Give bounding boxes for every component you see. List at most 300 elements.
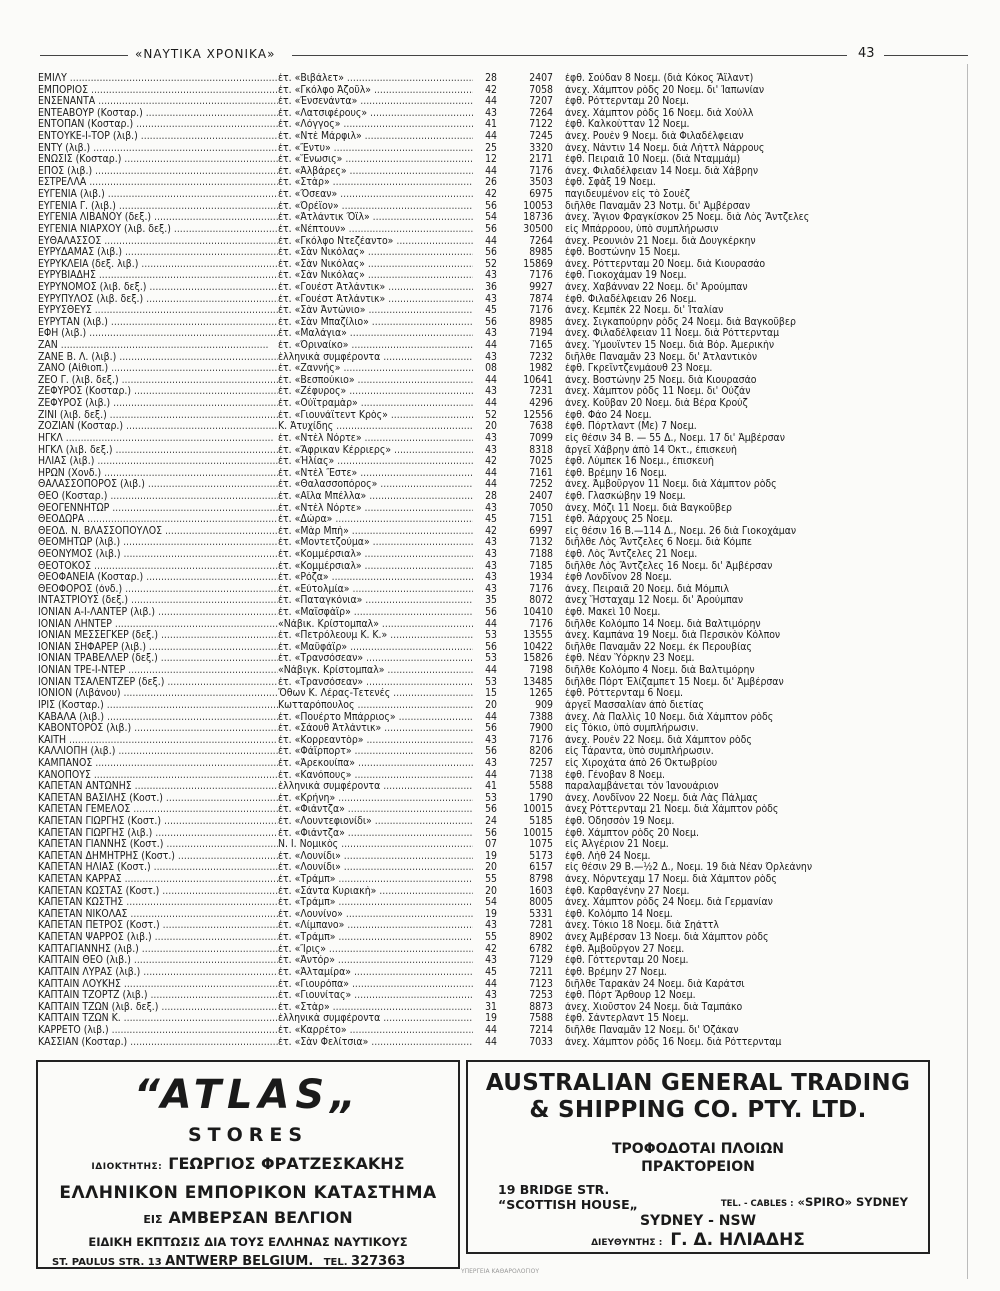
- movement-note: ἀνεχ. Φιλαδέλφειαν 14 Νοεμ. διὰ Χάβρην: [565, 165, 759, 177]
- owner-agent: ἐτ. «Φάϊρπορτ» .....: [278, 746, 473, 758]
- movement-note: ἀνεχ. Χάμπτον ρὸδς 24 Νοεμ. διὰ Γερμανίαν: [565, 897, 773, 909]
- build-year: 44: [485, 374, 497, 386]
- agt-contact: [721, 1195, 908, 1209]
- tonnage: 7281: [529, 920, 553, 932]
- movement-note: ἐφθ. Σούδαν 8 Νοεμ. (διὰ Κόκος Ἄϊλαντ): [565, 73, 754, 84]
- build-year: 53: [485, 653, 497, 665]
- movement-note: ἀνεχ Ἀμβέρσαν 13 Νοεμ. διὰ Χάμπτον ρὸδς: [565, 932, 769, 944]
- page-number: 43: [858, 46, 875, 61]
- movement-note: ἀνεχ. Ρεουνιὸν 21 Νοεμ. διὰ Δουγκέρκην: [565, 235, 756, 247]
- movement-note: διῆλθε Ταρακὰν 24 Νοεμ. διὰ Καράτσι: [565, 978, 745, 990]
- ship-name: ΚΑΝΟΠΟΥΣ .....: [38, 770, 278, 782]
- table-row: [38, 1013, 968, 1025]
- tonnage: 7176: [529, 270, 553, 282]
- tonnage: 1934: [529, 572, 553, 584]
- movement-note: ἀνεχ. Νάντιν 14 Νοεμ. διὰ Λὴττλ Νάρρους: [565, 142, 765, 154]
- table-row: [38, 410, 968, 422]
- owner-agent: ἐτ. «Ἔντυ» .....: [278, 143, 473, 155]
- owner-agent: ἐτ. «Ἀλβάρες» .....: [278, 166, 473, 178]
- movement-note: ἀνεχ. Ἀμβοῦργον 11 Νοεμ. διὰ Χάμπτον ρὸδς: [565, 479, 777, 491]
- owner-agent: ἐτ. «Βιβάλετ» .....: [278, 73, 473, 85]
- ship-name: ΕΝΤΟΠΑΝ (Κοσταρ.) .....: [38, 119, 278, 131]
- table-row: [38, 479, 968, 491]
- movement-note: διῆλθε Πόρτ Ἐλίζαμπετ 15 Νοεμ. δι' Ἀμβέρσαν: [565, 676, 784, 688]
- ship-name: ΚΑΠΕΤΑΝ ΗΛΙΑΣ (Κοστ.) .....: [38, 862, 278, 874]
- build-year: 44: [485, 96, 497, 108]
- movement-note: ἐφθ. Πόρτλαντ (Με) 7 Νοεμ.: [565, 421, 697, 433]
- table-row: [38, 514, 968, 526]
- movement-note: ἀνεχ. Λὰ Παλλὶς 10 Νοεμ. διὰ Χάμπτον ρὸδς: [565, 711, 774, 723]
- ship-name: ΘΕΟΝΥΜΟΣ (λιβ.) .....: [38, 549, 278, 561]
- tonnage: 3320: [529, 142, 553, 154]
- ship-name: ΗΓΚΛ .....: [38, 433, 278, 445]
- build-year: 43: [485, 990, 497, 1002]
- tonnage: 10015: [523, 827, 553, 839]
- table-row: [38, 955, 968, 967]
- agt-tel-label: TEL. - CABLES :: [720, 1199, 794, 1209]
- owner-agent: ἐτ. «Γκόλφο Ἀζοῦλ» .....: [278, 85, 473, 97]
- owner-agent: ἐτ. «Λουνίδι» .....: [278, 862, 473, 874]
- ship-name: ΚΑΠΕΤΑΝ ΚΩΣΤΑΣ (Κοστ.) .....: [38, 886, 278, 898]
- build-year: 56: [485, 200, 497, 212]
- build-year: 43: [485, 328, 497, 340]
- owner-agent: ἐτ. «Λουνίνο» .....: [278, 909, 473, 921]
- tonnage: 8005: [529, 897, 553, 909]
- movement-note: ἐφθ. Γλασκώβην 19 Νοεμ.: [565, 490, 686, 502]
- build-year: 56: [485, 247, 497, 259]
- agt-title-line2: & SHIPPING CO. PTY. LTD.: [529, 1097, 867, 1123]
- tonnage: 7165: [529, 340, 553, 352]
- owner-agent: ἐτ. «Σὰν Ἀντώνιο» .....: [278, 305, 473, 317]
- owner-agent: ἐτ. «Γουέστ Ἀτλάντικ» .....: [278, 282, 473, 294]
- movement-note: διῆλθε Λὸς Ἄντζελες 6 Νοεμ. διὰ Κόμπε: [565, 537, 752, 549]
- owner-agent: ἐτ. «Τράμπ» .....: [278, 874, 473, 886]
- agt-address: [498, 1182, 638, 1212]
- owner-agent: ἐτ. «Λίμπανο» .....: [278, 920, 473, 932]
- build-year: 44: [485, 1036, 497, 1048]
- table-row: [38, 665, 968, 677]
- table-row: [38, 85, 968, 97]
- owner-agent: ἐτ. «Ἀτλάντικ Ὄϊλ» .....: [278, 212, 473, 224]
- movement-note: ἐφθ. Πόρτ Ἄρθουρ 12 Νοεμ.: [565, 990, 696, 1002]
- build-year: 08: [485, 363, 497, 375]
- tonnage: 7638: [529, 421, 553, 433]
- movement-note: παγιδευμένον εἰς τὸ Σουὲζ: [565, 189, 690, 201]
- owner-agent: ἐτ. «Ἠλίας» .....: [278, 456, 473, 468]
- build-year: 44: [485, 665, 497, 677]
- tonnage: 8985: [529, 247, 553, 259]
- tonnage: 8072: [529, 595, 553, 607]
- movement-note: ἐφθ. Λὸς Ἄντζελες 21 Νοεμ.: [565, 548, 698, 560]
- tonnage: 6157: [529, 862, 553, 874]
- movement-note: ἐφθ. Καλκοὺτταν 12 Νοεμ.: [565, 119, 690, 131]
- build-year: 44: [485, 131, 497, 143]
- tonnage: 7151: [529, 514, 553, 526]
- owner-agent: ἐτ. «Νέπτουν» .....: [278, 224, 473, 236]
- ship-name: ΚΑΠΕΤΑΝ ΒΑΣΙΛΗΣ (Κοστ.) .....: [38, 793, 278, 805]
- movement-note: ἀνεχ. Χαβάνναν 22 Νοεμ. δι' Ἀρούμπαν: [565, 281, 748, 293]
- build-year: 15: [485, 688, 497, 700]
- owner-agent: ἐτ. «Κομμέρσιαλ» .....: [278, 561, 473, 573]
- movement-note: ἀνεχ. Χιοῦστον 24 Νοεμ. διὰ Ταμπάκο: [565, 1001, 743, 1013]
- agt-director-line: [468, 1230, 928, 1250]
- owner-agent: ἐτ. «Αἴλα Μπέλλα» .....: [278, 491, 473, 503]
- owner-agent: ἐτ. «Μαϋφάϊρ» .....: [278, 642, 473, 654]
- owner-agent: ἐτ. «Λατσιφέρους» .....: [278, 108, 473, 120]
- tonnage: 10641: [523, 374, 553, 386]
- table-row: [38, 642, 968, 654]
- australian-general-trading-ad: [466, 1060, 930, 1254]
- movement-note: ἀνεχ. Λονδῖνον 22 Νοεμ. διὰ Λὰς Πάλμας: [565, 792, 758, 804]
- ship-name: ΕΝΩΣΙΣ (Κοσταρ.) .....: [38, 154, 278, 166]
- ship-name: ΙΡΙΣ (Κοσταρ.) .....: [38, 700, 278, 712]
- tonnage: 5331: [529, 908, 553, 920]
- table-row: [38, 944, 968, 956]
- movement-note: ἐφθ. Λὴθ 24 Νοεμ.: [565, 850, 651, 862]
- ship-name: ΙΟΝΙΑΝ ΣΗΦΑΡΕΡ (λιβ.) .....: [38, 642, 278, 654]
- owner-agent: ἐτ. «Τράμπ» .....: [278, 897, 473, 909]
- movement-note: εἰς Μπάρροου, ὑπὸ συμπλήρωσιν: [565, 223, 719, 235]
- build-year: 56: [485, 746, 497, 758]
- owner-agent: Ὄθων Κ. Λέρας-Τετενές .....: [278, 688, 473, 700]
- tonnage: 8206: [529, 746, 553, 758]
- ship-name: ΕΥΡΥΚΛΕΙΑ (δεξ. λιβ.) .....: [38, 259, 278, 271]
- owner-agent: ἑλληνικὰ συμφέροντα .....: [278, 781, 473, 793]
- tonnage: 30500: [523, 223, 553, 235]
- owner-agent: ἐτ. «Πουέρτο Μπάρριος» .....: [278, 712, 473, 724]
- atlas-location-line: [38, 1208, 458, 1227]
- table-row: [38, 270, 968, 282]
- owner-agent: ἐτ. «Καρρέτο» .....: [278, 1025, 473, 1037]
- table-row: [38, 979, 968, 991]
- movement-note: ἐφθ. Χάμπτον ρὸδς 20 Νοεμ.: [565, 827, 699, 839]
- table-row: [38, 491, 968, 503]
- atlas-tel: 327363: [351, 1254, 406, 1269]
- movement-note: ἀνεχ. Ρουὲν 22 Νοεμ. διὰ Χάμπτον ρὸδς: [565, 734, 752, 746]
- tonnage: 7264: [529, 235, 553, 247]
- owner-agent: ἐτ. «Μαϊσφὰϊρ» .....: [278, 607, 473, 619]
- ship-name: ΘΕΟ (Κοσταρ.) .....: [38, 491, 278, 503]
- table-row: [38, 166, 968, 178]
- movement-note: ἐφθ. Ρόττερνταμ 20 Νοεμ.: [565, 96, 689, 108]
- ship-name: ΕΠΟΣ (λιβ.) .....: [38, 166, 278, 178]
- ship-name: ΚΑΒΑΛΑ (λιβ.) .....: [38, 712, 278, 724]
- tonnage: 3503: [529, 177, 553, 189]
- atlas-owner-name: ΓΕΩΡΓΙΟΣ ΦΡΑΤΖΕΣΚΑΚΗΣ: [168, 1154, 405, 1173]
- movement-note: ἐφθ Λονδῖνον 28 Νοεμ.: [565, 572, 672, 584]
- agt-address-line2: “SCOTTISH HOUSE„: [498, 1197, 638, 1212]
- movement-note: ἀνεχ. Πειραιᾶ 20 Νοεμ. διὰ Μόμπιλ: [565, 583, 729, 595]
- movement-note: ἐφθ. Βρέμην 16 Νοεμ.: [565, 467, 667, 479]
- owner-agent: ἐτ. «Τρανσόσεαν» .....: [278, 653, 473, 665]
- table-row: [38, 746, 968, 758]
- ship-name: ΖΕΦΥΡΟΣ (λιβ.) .....: [38, 398, 278, 410]
- movement-note: ἀνεχ. Νόρντεχαμ 17 Νοεμ. διὰ Χάμπτον ρὸδς: [565, 874, 777, 886]
- owner-agent: ἐτ. «Μὰρ Μπὴ» .....: [278, 526, 473, 538]
- movement-note: ἐφθ. Γιοκοχάμαν 19 Νοεμ.: [565, 270, 687, 282]
- build-year: 28: [485, 73, 497, 84]
- ship-name: ΕΣΤΡΕΛΛΑ .....: [38, 177, 278, 189]
- movement-note: ἐφθ. Καρθαγένην 27 Νοεμ.: [565, 885, 690, 897]
- movement-note: ἐφθ. Βρέμην 27 Νοεμ.: [565, 966, 667, 978]
- table-row: [38, 851, 968, 863]
- owner-agent: ἐτ. «Ρόζα» .....: [278, 572, 473, 584]
- tonnage: 10015: [523, 804, 553, 816]
- ship-name: ΚΑΜΠΑΝΟΣ .....: [38, 758, 278, 770]
- ship-name: ΙΟΝΙΑΝ ΤΡΕ-Ι-ΝΤΕΡ .....: [38, 665, 278, 677]
- ship-name: ΕΥΓΕΝΙΑ (λιβ.) .....: [38, 189, 278, 201]
- ship-movements-table: [38, 73, 968, 1048]
- ship-name: ΕΥΡΥΠΥΛΟΣ (λιβ. δεξ.) .....: [38, 294, 278, 306]
- table-row: [38, 282, 968, 294]
- build-year: 36: [485, 281, 497, 293]
- table-row: [38, 561, 968, 573]
- movement-note: διῆλθε Παναμᾶν 22 Νοεμ. ἐκ Περουβίας: [565, 641, 752, 653]
- tonnage: 1982: [529, 363, 553, 375]
- tonnage: 909: [535, 699, 553, 711]
- owner-agent: ἐτ. «Στὰρ» .....: [278, 177, 473, 189]
- owner-agent: ἐτ. «Σάντα Κυριακὴ» .....: [278, 886, 473, 898]
- build-year: 45: [485, 305, 497, 317]
- build-year: 20: [485, 699, 497, 711]
- build-year: 44: [485, 711, 497, 723]
- table-row: [38, 96, 968, 108]
- owner-agent: ἐτ. «Ὀρέϊον» .....: [278, 201, 473, 213]
- owner-agent: ἐτ. «Σὰν Νικόλας» .....: [278, 259, 473, 271]
- table-row: [38, 607, 968, 619]
- owner-agent: ἐτ. «Σάουθ Ἀτλάντικ» .....: [278, 723, 473, 735]
- table-row: [38, 723, 968, 735]
- movement-note: ἀνεχ. Σιγκαπούρην ρὸδς 24 Νοεμ. διὰ Βαγκοῦβερ: [565, 316, 796, 328]
- tonnage: 7176: [529, 165, 553, 177]
- ship-name: ΘΕΟΔΩΡΑ .....: [38, 514, 278, 526]
- header-rule-right: [884, 55, 968, 56]
- build-year: 35: [485, 595, 497, 607]
- table-row: [38, 119, 968, 131]
- movement-note: ἀνεχ Ρόττερνταμ 21 Νοεμ. διὰ Χάμπτον ρὸδς: [565, 804, 779, 816]
- ship-name: ΕΝΤΥ (λιβ.) .....: [38, 143, 278, 155]
- build-year: 43: [485, 560, 497, 572]
- tonnage: 8873: [529, 1001, 553, 1013]
- movement-note: ἀνεχ. Καμπάνα 19 Νοεμ. διὰ Περσικὸν Κόλπον: [565, 630, 781, 642]
- owner-agent: ἐτ. «Ντὲλ Νόρτε» .....: [278, 503, 473, 515]
- tonnage: 7874: [529, 293, 553, 305]
- owner-agent: ἐτ. «Ὀριναίκο» .....: [278, 340, 473, 352]
- agt-director-label: ΔΙΕΥΘΥΝΤΗΣ :: [591, 1238, 663, 1248]
- tonnage: 7257: [529, 757, 553, 769]
- build-year: 43: [485, 502, 497, 514]
- table-row: [38, 526, 968, 538]
- header-rule-left: [40, 55, 128, 56]
- ship-name: ΚΑΠΕΤΑΝ ΓΙΩΡΓΗΣ (Κοστ.) .....: [38, 816, 278, 828]
- build-year: 42: [485, 525, 497, 537]
- movement-note: ἐφθ. Φάο 24 Νοεμ.: [565, 409, 652, 421]
- ship-name: ΙΟΝΙΑΝ ΤΣΑΛΕΝΤΖΕΡ (δεξ.) .....: [38, 677, 278, 689]
- tonnage: 7176: [529, 618, 553, 630]
- tonnage: 5185: [529, 816, 553, 827]
- owner-agent: ἐτ. «Ἴρις» .....: [278, 944, 473, 956]
- table-row: [38, 781, 968, 793]
- ship-name: ΚΑΠΤΑΙΝ ΛΟΥΚΗΣ .....: [38, 979, 278, 991]
- ship-name: ΚΑΠΤΑΙΝ ΤΖΩΝ (λιβ. δεξ.) .....: [38, 1002, 278, 1014]
- build-year: 54: [485, 897, 497, 909]
- owner-agent: ἐτ. «Ἄφρικαν Κέρριερς» .....: [278, 445, 473, 457]
- build-year: 42: [485, 84, 497, 96]
- movement-note: ἀνεχ. Χάμπτον ρὸδς 11 Νοεμ. δι' Οὐζάν: [565, 386, 751, 398]
- owner-agent: ἐτ. «Ἀλταμίρα» .....: [278, 967, 473, 979]
- table-row: [38, 909, 968, 921]
- table-row: [38, 456, 968, 468]
- tonnage: 7138: [529, 769, 553, 781]
- tonnage: 4296: [529, 398, 553, 410]
- ship-name: ΕΥΡΥΔΑΜΑΣ (λιβ.) .....: [38, 247, 278, 259]
- ship-name: ΘΕΟΦΑΝΕΙΑ (Κοσταρ.) .....: [38, 572, 278, 584]
- tonnage: 7253: [529, 990, 553, 1002]
- atlas-owner-line: [38, 1154, 458, 1173]
- ship-name: ΚΑΠΤΑΙΝ ΤΖΟΡΤΖ (λιβ.) .....: [38, 990, 278, 1002]
- tonnage: 7122: [529, 119, 553, 131]
- movement-note: εἰς θέσιν 16 Β.—114 Δ., Νοεμ. 26 διὰ Γιοκοχάμαν: [565, 525, 797, 537]
- owner-agent: ἐτ. «Λουνίδι» .....: [278, 851, 473, 863]
- ship-name: ΖΑΝΕ Β. Λ. (λιβ.) .....: [38, 352, 278, 364]
- tonnage: 7176: [529, 734, 553, 746]
- build-year: 20: [485, 885, 497, 897]
- table-row: [38, 352, 968, 364]
- build-year: 56: [485, 223, 497, 235]
- ship-name: ΙΟΝΙΑΝ ΤΡΑΒΕΛΛΕΡ (δεξ.) .....: [38, 653, 278, 665]
- owner-agent: ἐτ. «Κομμέρσιαλ» .....: [278, 549, 473, 561]
- owner-agent: ἐτ. «Θαλασσοπόρος» .....: [278, 479, 473, 491]
- tonnage: 1265: [529, 688, 553, 700]
- running-title: «ΝΑΥΤΙΚΑ ΧΡΟΝΙΚΑ»: [135, 47, 276, 61]
- build-year: 24: [485, 816, 497, 827]
- owner-agent: ἐτ. «Ζαννής» .....: [278, 363, 473, 375]
- movement-note: διῆλθε Κολόμπο 4 Νοεμ. διὰ Βαλτιμόρην: [565, 665, 755, 677]
- movement-note: ἀνεχ. Χάμπτον ρὸδς 20 Νοεμ. δι' Ἰαπωνίαν: [565, 84, 765, 96]
- table-row: [38, 328, 968, 340]
- tonnage: 8318: [529, 444, 553, 456]
- build-year: 44: [485, 618, 497, 630]
- atlas-city: ANTWERP BELGIUM.: [165, 1254, 314, 1269]
- table-row: [38, 770, 968, 782]
- build-year: 44: [485, 467, 497, 479]
- build-year: 43: [485, 583, 497, 595]
- movement-note: ἄργεῖ Χάβρην ἀπὸ 14 Ὀκτ., ἐπισκευὴ: [565, 444, 737, 456]
- movement-note: εἰς Τόκιο, ὑπὸ συμπλήρωσιν.: [565, 723, 699, 735]
- table-row: [38, 688, 968, 700]
- movement-note: εἰς Χιροχάτα ἀπὸ 26 Ὀκτωβρίου: [565, 757, 718, 769]
- agt-title-line1: AUSTRALIAN GENERAL TRADING: [485, 1070, 911, 1096]
- table-row: [38, 653, 968, 665]
- tonnage: 9927: [529, 281, 553, 293]
- owner-agent: ἐτ. «Σὰν Φελίτσια» .....: [278, 1037, 473, 1049]
- table-row: [38, 595, 968, 607]
- atlas-stores-ad: [36, 1060, 460, 1269]
- ship-name: ΘΕΟΤΟΚΟΣ .....: [38, 561, 278, 573]
- atlas-discount-note: ΕΙΔΙΚΗ ΕΚΠΤΩΣΙΣ ΔΙΑ ΤΟΥΣ ΕΛΛΗΝΑΣ ΝΑΥΤΙΚΟΥΣ: [88, 1235, 408, 1249]
- agt-address-line1: 19 BRIDGE STR.: [498, 1182, 610, 1197]
- tonnage: 8902: [529, 932, 553, 944]
- table-row: [38, 712, 968, 724]
- build-year: 44: [485, 398, 497, 410]
- atlas-street: ST. PAULUS STR. 13: [52, 1257, 162, 1268]
- tonnage: 1603: [529, 885, 553, 897]
- tonnage: 13555: [523, 630, 553, 642]
- movement-note: διῆλθε Κολόμπο 14 Νοεμ. διὰ Βαλτιμόρην: [565, 618, 761, 630]
- table-row: [38, 990, 968, 1002]
- owner-agent: «Νάβικ. Κρίστομπαλ» .....: [278, 619, 473, 631]
- movement-note: ἐφθ. Σφὰξ 19 Νοεμ.: [565, 177, 656, 189]
- movement-note: διῆλθε Παναμᾶν 12 Νοεμ. δι' Ὀζάκαν: [565, 1024, 739, 1036]
- table-row: [38, 619, 968, 631]
- ship-name: ΖΑΝ .....: [38, 340, 278, 352]
- ship-name: ΕΥΡΥΝΟΜΟΣ (λιβ. δεξ.) .....: [38, 282, 278, 294]
- ship-name: ΚΑΣΣΙΑΝ (Κοσταρ.) .....: [38, 1037, 278, 1049]
- table-row: [38, 247, 968, 259]
- owner-agent: ἐτ. «Κανόπους» .....: [278, 770, 473, 782]
- movement-note: ἐφθ. Ρόττερνταμ 6 Νοεμ.: [565, 688, 683, 700]
- owner-agent: ἐτ. «Μοντετζούμα» .....: [278, 537, 473, 549]
- tonnage: 7588: [529, 1013, 553, 1025]
- tonnage: 7207: [529, 96, 553, 108]
- tonnage: 7211: [529, 966, 553, 978]
- tonnage: 15869: [523, 258, 553, 270]
- ship-name: ΚΑΠΕΤΑΝ ΚΩΣΤΗΣ .....: [38, 897, 278, 909]
- movement-note: ἐφθ. Ἀμβοῦργον 27 Νοεμ.: [565, 943, 685, 955]
- owner-agent: ἐτ. «Τρανσόσεαν» .....: [278, 677, 473, 689]
- table-row: [38, 317, 968, 329]
- table-row: [38, 816, 968, 828]
- tonnage: 13485: [523, 676, 553, 688]
- tonnage: 10053: [523, 200, 553, 212]
- tonnage: 10422: [523, 641, 553, 653]
- table-row: [38, 537, 968, 549]
- ship-name: ΕΜΙΛΥ .....: [38, 73, 278, 85]
- ship-name: ΚΑΒΟΝΤΟΡΟΣ (λιβ.) .....: [38, 723, 278, 735]
- movement-note: ἐφθ. Γόττερνταμ 20 Νοεμ.: [565, 955, 689, 967]
- tonnage: 10410: [523, 607, 553, 619]
- build-year: 44: [485, 340, 497, 352]
- ship-name: ΗΛΙΑΣ (λιβ.) .....: [38, 456, 278, 468]
- movement-note: εἰς Τάραντα, ὑπὸ συμπλήρωσιν.: [565, 746, 714, 758]
- build-year: 43: [485, 386, 497, 398]
- build-year: 42: [485, 456, 497, 468]
- atlas-title: “ATLAS„: [133, 1072, 363, 1118]
- build-year: 44: [485, 235, 497, 247]
- table-row: [38, 932, 968, 944]
- table-row: [38, 212, 968, 224]
- agt-director: Γ. Δ. ΗΛΙΑΔΗΣ: [670, 1230, 805, 1250]
- movement-note: ἀνεχ. Τόκιο 18 Νοεμ. διὰ Σηάττλ: [565, 920, 719, 932]
- table-row: [38, 897, 968, 909]
- owner-agent: ἐτ. «Οὐϊτραμὰρ» .....: [278, 398, 473, 410]
- tonnage: 8985: [529, 316, 553, 328]
- table-row: [38, 735, 968, 747]
- table-row: [38, 572, 968, 584]
- build-year: 56: [485, 641, 497, 653]
- movement-note: ἐφθ. Λύμπεκ 16 Νοεμ., ἐπισκευὴ: [565, 456, 714, 468]
- table-row: [38, 154, 968, 166]
- ship-name: ΚΑΠΕΤΑΝ ΠΕΤΡΟΣ (Κοστ.) .....: [38, 920, 278, 932]
- tonnage: 6782: [529, 943, 553, 955]
- owner-agent: ἐτ. «Τράμπ» .....: [278, 932, 473, 944]
- ship-name: ΚΑΠΤΑΓΙΑΝΝΗΣ (λιβ.) .....: [38, 944, 278, 956]
- ship-name: ΘΕΟΜΗΤΩΡ (λιβ.) .....: [38, 537, 278, 549]
- table-row: [38, 375, 968, 387]
- build-year: 44: [485, 165, 497, 177]
- movement-note: εἰς θέσιν 34 Β. — 55 Δ., Νοεμ. 17 δι' Ἀμβέρσαν: [565, 432, 785, 444]
- ship-name: ΙΟΝΙΑΝ ΛΗΝΤΕΡ .....: [38, 619, 278, 631]
